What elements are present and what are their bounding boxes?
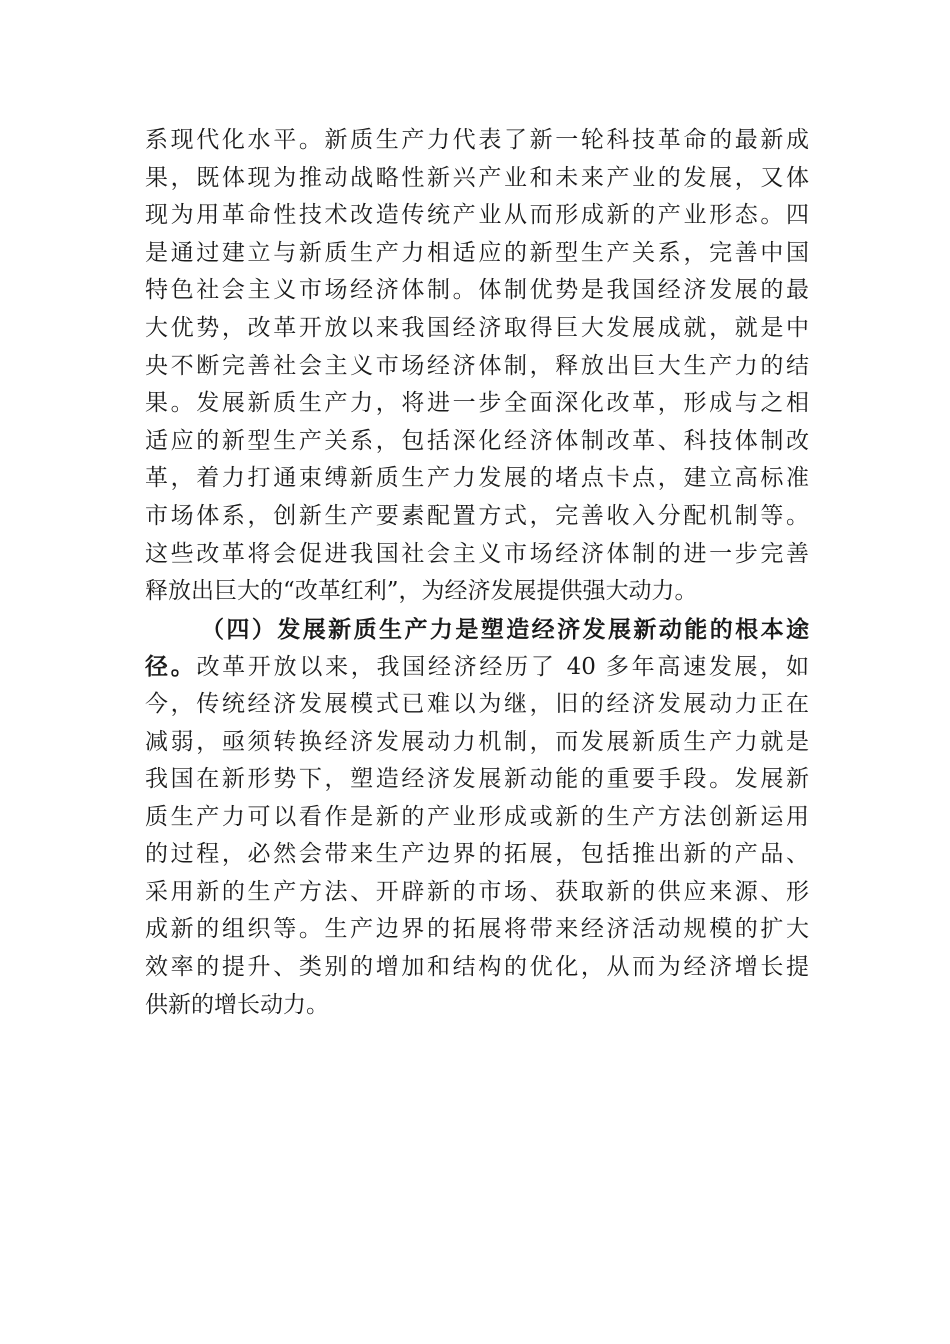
text-line: 今，传统经济发展模式已难以为继，旧的经济发展动力正在 <box>145 690 809 717</box>
text-line: 大优势，改革开放以来我国经济取得巨大发展成就，就是中 <box>145 314 809 341</box>
text-line: 采用新的生产方法、开辟新的市场、获取新的供应来源、形 <box>145 878 809 905</box>
text-line: 现为用革命性技术改造传统产业从而形成新的产业形态。四 <box>145 202 809 229</box>
text-line: 系现代化水平。新质生产力代表了新一轮科技革命的最新成 <box>145 127 809 153</box>
text-line: 央不断完善社会主义市场经济体制，释放出巨大生产力的结 <box>145 352 809 379</box>
text-line: 果。发展新质生产力，将进一步全面深化改革，形成与之相 <box>145 390 809 417</box>
text-run: 改革开放以来，我国经济经历了 40 多年高速发展，如 <box>196 654 810 681</box>
text-line: 减弱，亟须转换经济发展动力机制，而发展新质生产力就是 <box>145 728 809 755</box>
text-line: 特色社会主义市场经济体制。体制优势是我国经济发展的最 <box>145 277 809 304</box>
text-line: 果，既体现为推动战略性新兴产业和未来产业的发展，又体 <box>145 164 809 191</box>
section-heading: （四）发展新质生产力是塑造经济发展新动能的根本途 <box>201 615 809 643</box>
text-line: 质生产力可以看作是新的产业形成或新的生产方法创新运用 <box>145 803 809 830</box>
text-line <box>145 648 809 686</box>
paragraph-1 <box>145 122 809 611</box>
text-line: 供新的增长动力。 <box>145 991 329 1018</box>
section-heading-line <box>145 611 809 649</box>
text-line: 成新的组织等。生产边界的拓展将带来经济活动规模的扩大 <box>145 916 809 943</box>
text-line: 市场体系，创新生产要素配置方式，完善收入分配机制等。 <box>145 502 809 529</box>
document-page <box>145 122 809 1024</box>
text-line: 的过程，必然会带来生产边界的拓展，包括推出新的产品、 <box>145 841 809 868</box>
section-heading-end: 径。 <box>145 653 197 681</box>
text-line: 效率的提升、类别的增加和结构的优化，从而为经济增长提 <box>145 954 809 981</box>
text-line: 适应的新型生产关系，包括深化经济体制改革、科技体制改 <box>145 427 809 454</box>
text-line: 我国在新形势下，塑造经济发展新动能的重要手段。发展新 <box>145 766 809 793</box>
text-line: 是通过建立与新质生产力相适应的新型生产关系，完善中国 <box>145 239 809 266</box>
paragraph-2 <box>145 611 809 1025</box>
text-line: 革，着力打通束缚新质生产力发展的堵点卡点，建立高标准 <box>145 465 809 492</box>
text-line: 释放出巨大的“改革红利”，为经济发展提供强大动力。 <box>145 578 698 605</box>
text-line: 这些改革将会促进我国社会主义市场经济体制的进一步完善 <box>145 540 809 567</box>
